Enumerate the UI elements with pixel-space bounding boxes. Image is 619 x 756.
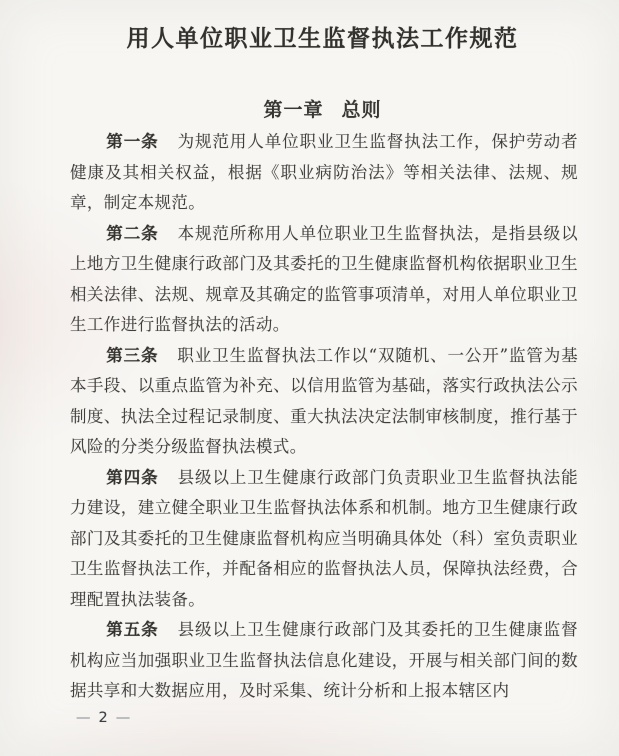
article-2-text: 本规范所称用人单位职业卫生监督执法，是指县级以上地方卫生健康行政部门及其委托的卫生健康监督机构依据职业卫生相关法律、法规、规章及其确定的监管事项清单，对用人单位职业卫生工作进行监督执法的活动。 [70,223,579,334]
article-1-label: 第一条 [106,132,159,151]
article-paragraph-5 [70,615,578,707]
footer-right-dash: — [115,709,132,726]
document-body [70,127,578,707]
article-paragraph-2 [70,219,578,341]
article-4-label: 第四条 [106,467,159,487]
article-3-text: 职业卫生监督执法工作以“双随机、一公开”监管为基本手段、以重点监管为补充、以信用监管为基础，落实行政执法公示制度、执法全过程记录制度、重大执法决定法制审核制度，推行基于风险的分类分级监督执法模式。 [70,345,578,456]
chapter-heading [0,97,619,123]
document-title: 用人单位职业卫生监督执法工作规范 [126,25,519,52]
page-number: 2 [98,709,109,726]
article-paragraph-4 [70,463,578,616]
article-3-label: 第三条 [106,345,159,365]
footer-left-dash: — [76,709,92,726]
article-4-text: 县级以上卫生健康行政部门负责职业卫生监督执法能力建设，建立健全职业卫生监督执法体系和机制。地方卫生健康行政部门及其委托的卫生健康监督机构应当明确具体处（科）室负责职业卫生监督执法工作，并配备相应的监督执法人员，保障执法经费，合理配置执法装备。 [70,467,579,609]
article-2-label: 第二条 [106,223,159,243]
article-5-text: 县级以上卫生健康行政部门及其委托的卫生健康监督机构应当加强职业卫生监督执法信息化建设，开展与相关部门间的数据共享和大数据应用，及时采集、统计分析和上报本辖区内 [70,620,579,700]
page-footer [76,710,619,727]
chapter-number: 第一章 [263,99,324,121]
article-1-text: 为规范用人单位职业卫生监督执法工作，保护劳动者健康及其相关权益，根据《职业病防治法》等相关法律、法规、规章，制定本规范。 [70,132,579,212]
article-5-label: 第五条 [106,620,159,639]
article-paragraph-3 [70,341,578,463]
chapter-title: 总则 [341,99,382,121]
article-paragraph-1 [70,127,578,219]
